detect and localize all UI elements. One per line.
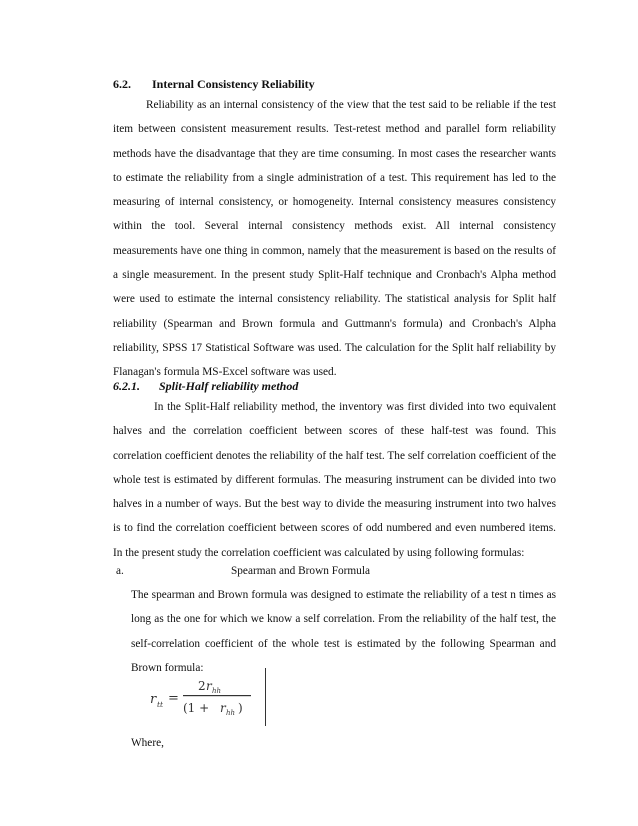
section-title: Split-Half reliability method	[159, 379, 299, 393]
section-number: 6.2.	[113, 77, 131, 91]
formula-fraction-bar	[183, 695, 251, 696]
formula-lhs: r	[150, 692, 157, 707]
formula-denominator-variable: r	[220, 701, 226, 715]
list-marker: a.	[116, 565, 124, 577]
formula-denominator-close: )	[238, 701, 243, 715]
list-item-a	[116, 565, 370, 577]
paragraph-split-half: In the Split-Half reliability method, the inventory was first divided into two equivalent halves and the correlation coefficient between scores of these half-test was found. This correlation coefficient denotes the reliability of the half test. The self correlation coefficient of the whole test is estimated by different formulas. The measuring instrument can be divided into two halves in a number of ways. But the best way to divide the measuring instrument into two halves is to find the correlation coefficient between scores of odd numbered and even numbered items. In the present study the correlation coefficient was calculated by using following formulas:	[113, 401, 556, 559]
paragraph-spearman-brown: The spearman and Brown formula was designed to estimate the reliability of a test n times as long as the one for which we know a self correlation. From the reliability of the half test, the self-correlation coefficient of the whole test is estimated by the following Spearman and Brown formula:	[131, 589, 556, 674]
section-heading-6-2	[113, 77, 533, 93]
section-number: 6.2.1.	[113, 379, 140, 393]
paragraph-internal-consistency: Reliability as an internal consistency of the view that the test said to be reliable if the test item between consistent measurement results. Test-retest method and parallel form reliability methods have the disadvantage that they are time consuming. In most cases the researcher wants to estimate the reliability from a single administration of a test. This requirement has led to the measuring of internal consistency, or homogeneity. Internal consistency measures consistency within the tool. Several internal consistency methods exist. All internal consistency measurements have one thing in common, namely that the measurement is based on the results of a single measurement. In the present study Split-Half technique and Cronbach's Alpha method were used to estimate the internal consistency reliability. The statistical analysis for Split half reliability (Spearman and Brown formula and Guttmann's formula) and Cronbach's Alpha reliability, SPSS 17 Statistical Software was used. The calculation for the Split half reliability by Flanagan's formula MS-Excel software was used.	[113, 99, 556, 379]
section-heading-6-2-1	[113, 379, 533, 395]
formula-numerator-variable: r	[206, 679, 212, 693]
formula-numerator-coefficient: 2	[198, 679, 206, 693]
formula-denominator-open: (1 +	[183, 701, 210, 715]
formula-lhs-subscript: tt	[157, 700, 164, 709]
formula-denominator-subscript: hh	[226, 709, 236, 717]
formula-numerator-subscript: hh	[212, 687, 222, 695]
formula-equals: =	[168, 691, 179, 706]
where-label: Where,	[131, 737, 164, 749]
section-title: Internal Consistency Reliability	[152, 77, 315, 91]
formula-right-rule	[265, 668, 266, 726]
spearman-brown-formula	[150, 672, 254, 726]
list-item-title: Spearman and Brown Formula	[231, 565, 370, 577]
